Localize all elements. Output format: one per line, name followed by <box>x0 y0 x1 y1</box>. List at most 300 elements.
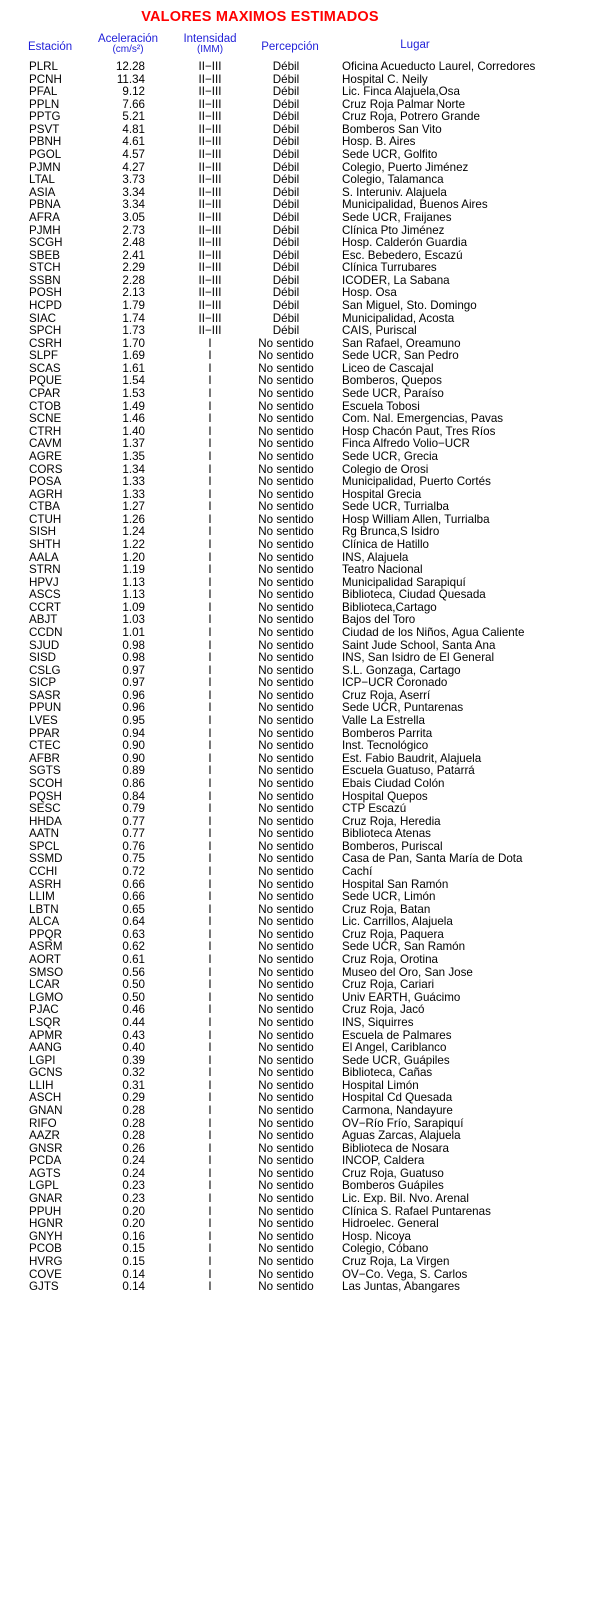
perception-value: No sentido <box>258 1166 314 1180</box>
perception-value: No sentido <box>258 361 314 375</box>
station-code: CPAR <box>29 387 61 401</box>
acceleration-value: 3.05 <box>122 210 145 224</box>
station-code: PQUE <box>29 374 62 388</box>
stations-table <box>0 61 590 1297</box>
intensity-value: I <box>208 1003 212 1017</box>
intensity-value: II−III <box>198 85 222 99</box>
perception-value: No sentido <box>258 349 314 363</box>
intensity-value: I <box>208 839 212 853</box>
acceleration-value: 0.86 <box>122 776 145 790</box>
place-name: Cruz Roja, Jacó <box>342 1003 425 1017</box>
acceleration-value: 0.97 <box>122 676 145 690</box>
station-code: PPTG <box>29 110 61 124</box>
station-code: SPCH <box>29 324 62 338</box>
acceleration-value: 11.34 <box>116 72 145 86</box>
acceleration-value: 2.28 <box>122 273 145 287</box>
acceleration-value: 4.81 <box>122 122 145 136</box>
acceleration-value: 0.77 <box>122 827 145 841</box>
perception-value: No sentido <box>258 802 314 816</box>
intensity-value: I <box>208 1204 212 1218</box>
acceleration-value: 0.50 <box>122 990 145 1004</box>
perception-value: No sentido <box>258 374 314 388</box>
intensity-value: I <box>208 651 212 665</box>
station-code: AAZR <box>29 1129 60 1143</box>
perception-value: No sentido <box>258 714 314 728</box>
perception-value: No sentido <box>258 1028 314 1042</box>
table-row <box>0 1130 590 1143</box>
perception-value: Débil <box>272 160 300 174</box>
acceleration-value: 1.61 <box>122 361 145 375</box>
station-code: CTRH <box>29 424 62 438</box>
place-name: San Rafael, Oreamuno <box>342 336 461 350</box>
intensity-value: I <box>208 1242 212 1256</box>
perception-value: No sentido <box>258 1154 314 1168</box>
acceleration-value: 0.39 <box>122 1053 145 1067</box>
header-station: Estación <box>28 41 73 53</box>
intensity-value: II−III <box>198 236 222 250</box>
station-code: CTBA <box>29 500 60 514</box>
intensity-value: I <box>208 600 212 614</box>
intensity-value: I <box>208 563 212 577</box>
place-name: Cruz Roja, Aserrí <box>342 688 431 702</box>
acceleration-value: 0.20 <box>122 1217 145 1231</box>
place-name: Bomberos Parrita <box>342 726 433 740</box>
station-code: AATN <box>29 827 60 841</box>
perception-value: No sentido <box>258 978 314 992</box>
place-name: OV−Co. Vega, S. Carlos <box>342 1267 468 1281</box>
station-code: ASCH <box>29 1091 62 1105</box>
acceleration-value: 0.56 <box>122 965 145 979</box>
perception-value: No sentido <box>258 399 314 413</box>
place-name: Hospital C. Neily <box>342 72 428 86</box>
table-row <box>0 1042 590 1055</box>
intensity-value: I <box>208 827 212 841</box>
station-code: SPCL <box>29 839 60 853</box>
station-code: SSMD <box>29 852 63 866</box>
place-name: Bomberos, Quepos <box>342 374 442 388</box>
perception-value: Débil <box>272 298 300 312</box>
place-name: Univ EARTH, Guácimo <box>342 990 461 1004</box>
intensity-value: I <box>208 462 212 476</box>
acceleration-value: 0.75 <box>122 852 145 866</box>
table-row <box>0 300 590 313</box>
perception-value: No sentido <box>258 663 314 677</box>
intensity-value: I <box>208 424 212 438</box>
intensity-value: I <box>208 613 212 627</box>
perception-value: No sentido <box>258 462 314 476</box>
acceleration-value: 0.96 <box>122 701 145 715</box>
perception-value: No sentido <box>258 1254 314 1268</box>
acceleration-value: 0.40 <box>122 1041 145 1055</box>
place-name: Liceo de Cascajal <box>342 361 434 375</box>
station-code: PLRL <box>29 61 59 73</box>
station-code: AGRH <box>29 487 63 501</box>
perception-value: No sentido <box>258 953 314 967</box>
station-code: PPAR <box>29 726 60 740</box>
table-row <box>0 1256 590 1269</box>
perception-value: No sentido <box>258 990 314 1004</box>
intensity-value: I <box>208 588 212 602</box>
acceleration-value: 0.65 <box>122 902 145 916</box>
perception-value: No sentido <box>258 550 314 564</box>
table-row <box>0 262 590 275</box>
place-name: Biblioteca de Nosara <box>342 1141 449 1155</box>
intensity-value: I <box>208 1280 212 1294</box>
perception-value: No sentido <box>258 588 314 602</box>
acceleration-value: 1.49 <box>122 399 145 413</box>
acceleration-value: 0.46 <box>122 1003 145 1017</box>
perception-value: No sentido <box>258 600 314 614</box>
acceleration-value: 1.69 <box>122 349 145 363</box>
station-code: PPUN <box>29 701 62 715</box>
table-row <box>0 564 590 577</box>
table-row <box>0 86 590 99</box>
place-name: Sede UCR, Golfito <box>342 148 438 162</box>
acceleration-value: 1.46 <box>122 412 145 426</box>
header-acceleration-unit: (cm/s²) <box>112 43 144 55</box>
acceleration-value: 2.48 <box>122 236 145 250</box>
header-acceleration-label: Aceleración <box>97 33 159 45</box>
place-name: Municipalidad, Puerto Cortés <box>342 475 491 489</box>
table-row <box>0 828 590 841</box>
acceleration-value: 0.90 <box>122 739 145 753</box>
place-name: INCOP, Caldera <box>342 1154 425 1168</box>
perception-value: No sentido <box>258 512 314 526</box>
acceleration-value: 0.97 <box>122 663 145 677</box>
place-name: Carmona, Nandayure <box>342 1103 453 1117</box>
station-code: ASCS <box>29 588 61 602</box>
acceleration-value: 0.96 <box>122 688 145 702</box>
perception-value: Débil <box>272 61 300 73</box>
acceleration-value: 1.20 <box>122 550 145 564</box>
table-row <box>0 325 590 338</box>
acceleration-value: 9.12 <box>122 85 145 99</box>
station-code: GNSR <box>29 1141 63 1155</box>
station-code: SLPF <box>29 349 58 363</box>
place-name: Hospital Grecia <box>342 487 422 501</box>
perception-value: No sentido <box>258 764 314 778</box>
intensity-value: I <box>208 575 212 589</box>
station-code: SISH <box>29 525 57 539</box>
perception-value: No sentido <box>258 1091 314 1105</box>
table-row <box>0 212 590 225</box>
header-intensity <box>170 34 250 55</box>
place-name: Rg Brunca,S Isidro <box>342 525 440 539</box>
acceleration-value: 0.16 <box>122 1229 145 1243</box>
acceleration-value: 1.33 <box>122 475 145 489</box>
acceleration-value: 0.84 <box>122 789 145 803</box>
place-name: Las Juntas, Abangares <box>342 1280 460 1294</box>
place-name: Esc. Bebedero, Escazú <box>342 248 463 262</box>
perception-value: No sentido <box>258 1267 314 1281</box>
perception-value: No sentido <box>258 1103 314 1117</box>
intensity-value: I <box>208 953 212 967</box>
intensity-value: I <box>208 525 212 539</box>
place-name: Clínica de Hatillo <box>342 537 429 551</box>
place-name: Sede UCR, Limón <box>342 890 436 904</box>
perception-value: No sentido <box>258 1041 314 1055</box>
table-row <box>0 1017 590 1030</box>
place-name: INS, Siquirres <box>342 1015 414 1029</box>
station-code: SCOH <box>29 776 63 790</box>
acceleration-value: 1.53 <box>122 387 145 401</box>
intensity-value: I <box>208 890 212 904</box>
intensity-value: II−III <box>198 110 222 124</box>
place-name: OV−Río Frío, Sarapiquí <box>342 1116 464 1130</box>
intensity-value: II−III <box>198 122 222 136</box>
intensity-value: I <box>208 726 212 740</box>
acceleration-value: 0.66 <box>122 877 145 891</box>
place-name: Hospital Limón <box>342 1078 419 1092</box>
station-code: PQSH <box>29 789 62 803</box>
perception-value: No sentido <box>258 1066 314 1080</box>
intensity-value: II−III <box>198 135 222 149</box>
intensity-value: I <box>208 475 212 489</box>
intensity-value: I <box>208 412 212 426</box>
acceleration-value: 5.21 <box>122 110 145 124</box>
station-code: AANG <box>29 1041 62 1055</box>
perception-value: Débil <box>272 97 300 111</box>
intensity-value: I <box>208 1078 212 1092</box>
station-code: SCNE <box>29 412 62 426</box>
intensity-value: I <box>208 449 212 463</box>
perception-value: No sentido <box>258 965 314 979</box>
station-code: PPQR <box>29 927 62 941</box>
perception-value: No sentido <box>258 563 314 577</box>
intensity-value: II−III <box>198 173 222 187</box>
perception-value: Débil <box>272 173 300 187</box>
station-code: ALCA <box>29 915 60 929</box>
perception-value: No sentido <box>258 336 314 350</box>
acceleration-value: 0.32 <box>122 1066 145 1080</box>
acceleration-value: 0.23 <box>122 1179 145 1193</box>
station-code: GNAR <box>29 1192 63 1206</box>
place-name: Finca Alfredo Volio−UCR <box>342 437 470 451</box>
table-row <box>0 1105 590 1118</box>
station-code: SCAS <box>29 361 61 375</box>
station-code: CCRT <box>29 600 61 614</box>
intensity-value: I <box>208 990 212 1004</box>
perception-value: No sentido <box>258 537 314 551</box>
table-row <box>0 715 590 728</box>
perception-value: No sentido <box>258 575 314 589</box>
acceleration-value: 1.74 <box>122 311 145 325</box>
intensity-value: I <box>208 1015 212 1029</box>
acceleration-value: 0.76 <box>122 839 145 853</box>
place-name: Hosp. Osa <box>342 286 397 300</box>
station-code: CORS <box>29 462 63 476</box>
table-row <box>0 740 590 753</box>
place-name: Sede UCR, Grecia <box>342 449 439 463</box>
perception-value: No sentido <box>258 1078 314 1092</box>
perception-value: Débil <box>272 248 300 262</box>
perception-value: No sentido <box>258 776 314 790</box>
acceleration-value: 0.94 <box>122 726 145 740</box>
place-name: Hospital Cd Quesada <box>342 1091 453 1105</box>
perception-value: Débil <box>272 324 300 338</box>
station-code: ASIA <box>29 185 56 199</box>
place-name: Biblioteca, Ciudad Quesada <box>342 588 486 602</box>
perception-value: Débil <box>272 223 300 237</box>
place-name: Sede UCR, Puntarenas <box>342 701 464 715</box>
table-row <box>0 916 590 929</box>
station-code: SIAC <box>29 311 57 325</box>
place-name: Saint Jude School, Santa Ana <box>342 638 496 652</box>
table-row <box>0 1067 590 1080</box>
station-code: AFBR <box>29 751 60 765</box>
intensity-value: II−III <box>198 273 222 287</box>
intensity-value: I <box>208 663 212 677</box>
place-name: S.L. Gonzaga, Cartago <box>342 663 461 677</box>
intensity-value: I <box>208 1091 212 1105</box>
place-name: Hosp. B. Aires <box>342 135 416 149</box>
station-code: SASR <box>29 688 61 702</box>
table-row <box>0 803 590 816</box>
station-code: PCNH <box>29 72 62 86</box>
intensity-value: I <box>208 1116 212 1130</box>
place-name: Clínica S. Rafael Puntarenas <box>342 1204 491 1218</box>
place-name: Cruz Roja, Heredia <box>342 814 441 828</box>
place-name: Sede UCR, Guápiles <box>342 1053 450 1067</box>
acceleration-value: 0.95 <box>122 714 145 728</box>
place-name: Escuela Guatuso, Patarrá <box>342 764 475 778</box>
place-name: Bajos del Toro <box>342 613 416 627</box>
intensity-value: I <box>208 776 212 790</box>
intensity-value: II−III <box>198 286 222 300</box>
acceleration-value: 2.29 <box>122 261 145 275</box>
place-name: Hosp William Allen, Turrialba <box>342 512 490 526</box>
place-name: Biblioteca,Cartago <box>342 600 437 614</box>
perception-value: No sentido <box>258 475 314 489</box>
place-name: Biblioteca, Cañas <box>342 1066 433 1080</box>
perception-value: Débil <box>272 286 300 300</box>
perception-value: No sentido <box>258 1229 314 1243</box>
acceleration-value: 7.66 <box>122 97 145 111</box>
table-row <box>0 476 590 489</box>
acceleration-value: 1.37 <box>122 437 145 451</box>
station-code: LGPL <box>29 1179 59 1193</box>
station-code: STCH <box>29 261 61 275</box>
acceleration-value: 0.64 <box>122 915 145 929</box>
place-name: Clínica Turrubares <box>342 261 437 275</box>
place-name: Inst. Tecnológico <box>342 739 429 753</box>
intensity-value: II−III <box>198 248 222 262</box>
station-code: LVES <box>29 714 58 728</box>
intensity-value: I <box>208 714 212 728</box>
station-code: CCHI <box>29 865 58 878</box>
perception-value: No sentido <box>258 1015 314 1029</box>
perception-value: No sentido <box>258 638 314 652</box>
place-name: Cruz Roja, Potrero Grande <box>342 110 480 124</box>
perception-value: No sentido <box>258 387 314 401</box>
place-name: Hosp. Nicoya <box>342 1229 411 1243</box>
perception-value: No sentido <box>258 688 314 702</box>
station-code: PJAC <box>29 1003 59 1017</box>
perception-value: No sentido <box>258 1129 314 1143</box>
acceleration-value: 2.13 <box>122 286 145 300</box>
intensity-value: I <box>208 688 212 702</box>
station-code: LLIM <box>29 890 55 904</box>
station-code: PPUH <box>29 1204 62 1218</box>
perception-value: No sentido <box>258 789 314 803</box>
place-name: Com. Nal. Emergencias, Pavas <box>342 412 504 426</box>
table-row <box>0 1281 590 1294</box>
table-row <box>0 1155 590 1168</box>
place-name: Cruz Roja Palmar Norte <box>342 97 466 111</box>
acceleration-value: 0.24 <box>122 1154 145 1168</box>
intensity-value: I <box>208 978 212 992</box>
intensity-value: II−III <box>198 198 222 212</box>
place-name: Cruz Roja, Batan <box>342 902 431 916</box>
intensity-value: I <box>208 1129 212 1143</box>
perception-value: No sentido <box>258 424 314 438</box>
place-name: Cruz Roja, Orotina <box>342 953 439 967</box>
station-code: SSBN <box>29 273 61 287</box>
table-row <box>0 111 590 124</box>
station-code: COVE <box>29 1267 62 1281</box>
perception-value: No sentido <box>258 915 314 929</box>
station-code: PCOB <box>29 1242 62 1256</box>
acceleration-value: 0.14 <box>122 1280 145 1294</box>
intensity-value: II−III <box>198 61 222 73</box>
perception-value: No sentido <box>258 500 314 514</box>
station-code: SESC <box>29 802 61 816</box>
intensity-value: I <box>208 764 212 778</box>
station-code: PPLN <box>29 97 60 111</box>
intensity-value: I <box>208 877 212 891</box>
acceleration-value: 0.98 <box>122 638 145 652</box>
station-code: CSRH <box>29 336 62 350</box>
station-code: HVRG <box>29 1254 63 1268</box>
acceleration-value: 4.27 <box>122 160 145 174</box>
station-code: SJUD <box>29 638 60 652</box>
table-row <box>0 413 590 426</box>
station-code: HPVJ <box>29 575 59 589</box>
intensity-value: I <box>208 802 212 816</box>
acceleration-value: 0.79 <box>122 802 145 816</box>
intensity-value: I <box>208 701 212 715</box>
perception-value: No sentido <box>258 751 314 765</box>
place-name: Hosp. Calderón Guardia <box>342 236 468 250</box>
acceleration-value: 0.77 <box>122 814 145 828</box>
acceleration-value: 1.22 <box>122 537 145 551</box>
place-name: INS, San Isidro de El General <box>342 651 495 665</box>
acceleration-value: 1.26 <box>122 512 145 526</box>
station-code: RIFO <box>29 1116 57 1130</box>
station-code: HHDA <box>29 814 62 828</box>
station-code: PJMH <box>29 223 61 237</box>
perception-value: No sentido <box>258 1179 314 1193</box>
place-name: Museo del Oro, San Jose <box>342 965 473 979</box>
perception-value: No sentido <box>258 839 314 853</box>
table-row <box>0 539 590 552</box>
perception-value: Débil <box>272 185 300 199</box>
acceleration-value: 0.50 <box>122 978 145 992</box>
place-name: Colegio, Talamanca <box>342 173 444 187</box>
perception-value: Débil <box>272 273 300 287</box>
place-name: Cachí <box>342 865 373 878</box>
station-code: ASRM <box>29 940 63 954</box>
station-code: SCGH <box>29 236 63 250</box>
place-name: Ciudad de los Niños, Agua Caliente <box>342 626 525 640</box>
place-name: El Angel, Cariblanco <box>342 1041 447 1055</box>
intensity-value: II−III <box>198 298 222 312</box>
station-code: ASRH <box>29 877 62 891</box>
intensity-value: I <box>208 437 212 451</box>
station-code: AGTS <box>29 1166 61 1180</box>
intensity-value: I <box>208 626 212 640</box>
perception-value: No sentido <box>258 877 314 891</box>
